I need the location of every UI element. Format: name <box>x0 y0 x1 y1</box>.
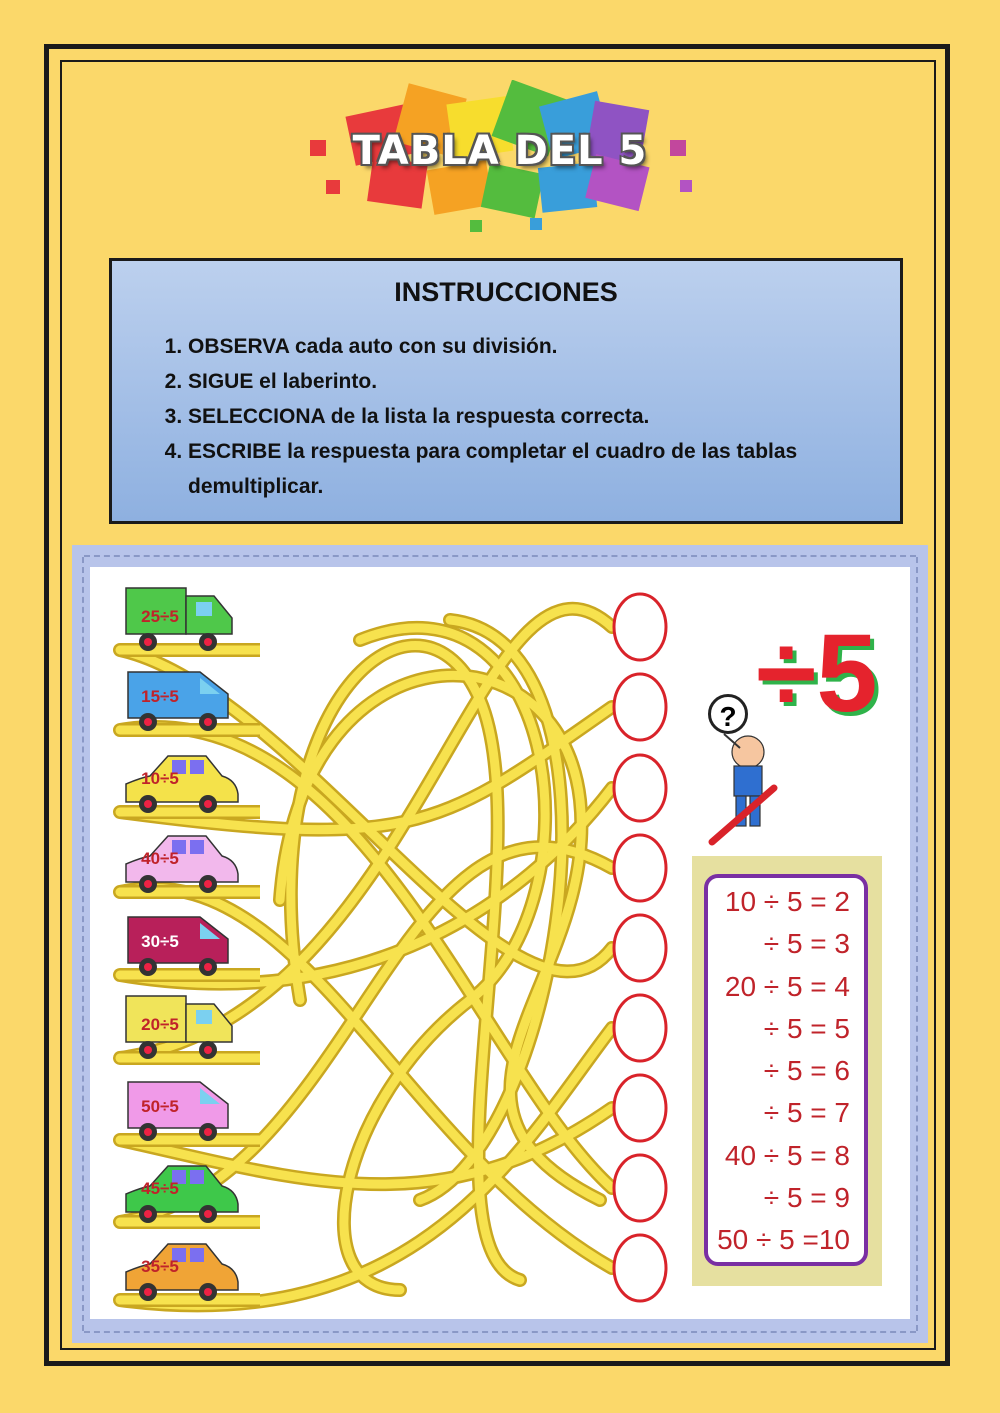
instruction-item: 1. OBSERVA cada auto con su división. <box>188 329 888 364</box>
table-row: ÷ 5 = 7 <box>763 1097 850 1128</box>
instructions-heading: INSTRUCCIONES <box>394 277 618 307</box>
hubcap <box>144 1288 152 1296</box>
page-title: TABLA DEL 5 <box>352 128 648 174</box>
vehicle-1 <box>126 588 232 651</box>
answer-table-panel <box>692 856 882 1286</box>
table-row: 20 ÷ 5 = 4 <box>724 971 850 1002</box>
table-row: 10 ÷ 5 = 2 <box>724 886 850 917</box>
answer-table <box>704 874 868 1266</box>
table-row: 40 ÷ 5 = 8 <box>724 1140 850 1171</box>
vehicle-division-label: 50÷5 <box>141 1097 179 1116</box>
table-row: 50 ÷ 5 =10 <box>717 1224 850 1255</box>
hubcap <box>204 963 212 971</box>
answer-circle[interactable] <box>614 995 666 1061</box>
window <box>190 760 204 774</box>
hubcap <box>144 880 152 888</box>
hubcap <box>144 800 152 808</box>
hubcap <box>204 638 212 646</box>
table-row: ÷ 5 = 3 <box>763 928 850 959</box>
hubcap <box>144 1210 152 1218</box>
boy-with-pencil-illustration <box>712 734 774 842</box>
hubcap <box>144 638 152 646</box>
hubcap <box>204 1210 212 1218</box>
window <box>190 1170 204 1184</box>
vehicle-9 <box>126 1244 238 1301</box>
table-row: ÷ 5 = 6 <box>763 1055 850 1086</box>
vehicle-7 <box>128 1082 228 1141</box>
table-row: ÷ 5 = 9 <box>763 1182 850 1213</box>
vehicle-division-label: 20÷5 <box>141 1015 179 1034</box>
answer-circle[interactable] <box>614 594 666 660</box>
window <box>190 1248 204 1262</box>
window <box>196 602 212 616</box>
divide-by-five-symbol: ÷5 <box>756 612 878 735</box>
vehicle-division-label: 25÷5 <box>141 607 179 626</box>
window <box>190 840 204 854</box>
vehicle-division-label: 30÷5 <box>141 932 179 951</box>
instruction-item: 3. SELECCIONA de la lista la respuesta correcta. <box>188 399 888 434</box>
hubcap <box>144 1128 152 1136</box>
instruction-item: 4. ESCRIBE la respuesta para completar el cuadro de las tablas demultiplicar. <box>188 434 888 504</box>
answer-circle[interactable] <box>614 674 666 740</box>
hubcap <box>144 1046 152 1054</box>
hubcap <box>204 880 212 888</box>
hubcap <box>204 800 212 808</box>
vehicle-3 <box>126 756 238 813</box>
answer-circle[interactable] <box>614 1235 666 1301</box>
answer-circle[interactable] <box>614 1075 666 1141</box>
vehicle-5 <box>128 917 228 976</box>
question-mark-bubble: ? <box>708 694 748 734</box>
hubcap <box>144 963 152 971</box>
vehicle-division-label: 45÷5 <box>141 1179 179 1198</box>
window <box>196 1010 212 1024</box>
answer-circle[interactable] <box>614 755 666 821</box>
hubcap <box>204 1288 212 1296</box>
vehicle-division-label: 10÷5 <box>141 769 179 788</box>
answer-circle[interactable] <box>614 1155 666 1221</box>
hubcap <box>204 1128 212 1136</box>
vehicle-division-label: 15÷5 <box>141 687 179 706</box>
vehicle-division-label: 40÷5 <box>141 849 179 868</box>
hubcap <box>144 718 152 726</box>
hubcap <box>204 718 212 726</box>
vehicle-division-label: 35÷5 <box>141 1257 179 1276</box>
instruction-item: 2. SIGUE el laberinto. <box>188 364 888 399</box>
answer-circle[interactable] <box>614 835 666 901</box>
table-row: ÷ 5 = 5 <box>763 1013 850 1044</box>
answer-circle[interactable] <box>614 915 666 981</box>
hubcap <box>204 1046 212 1054</box>
